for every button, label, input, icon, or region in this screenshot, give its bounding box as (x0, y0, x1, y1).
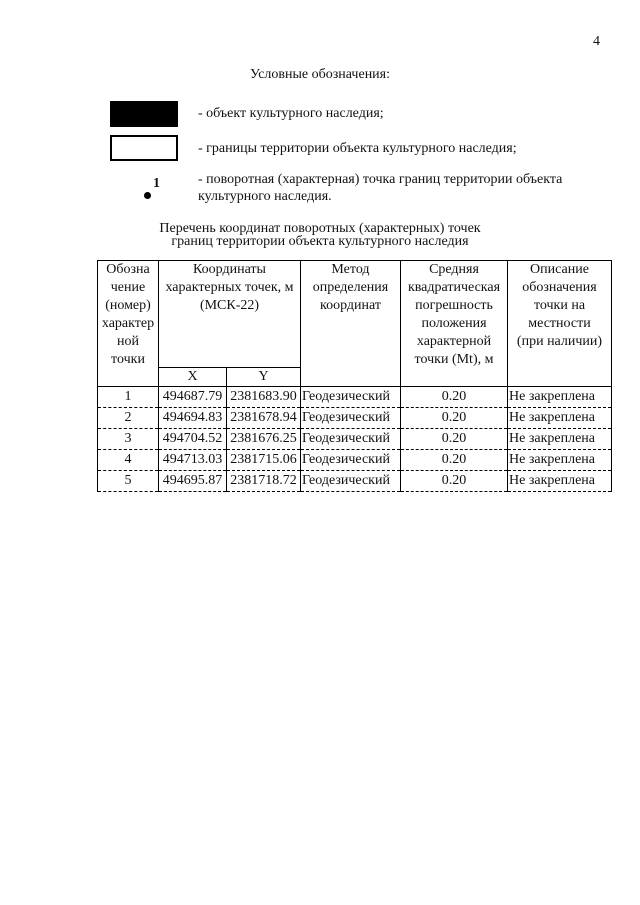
page-number: 4 (593, 34, 600, 49)
header-line: чение (110, 280, 146, 295)
table-cell: 2381718.72 (227, 471, 301, 492)
table-cell: 494695.87 (159, 471, 227, 492)
header-line: характер (101, 316, 155, 331)
header-line: обозначения (522, 280, 597, 295)
coordinates-list-title (0, 222, 640, 248)
table-cell: 4 (98, 450, 159, 471)
table-row (98, 450, 612, 471)
table-cell: 0.20 (401, 429, 508, 450)
table-cell: 2381715.06 (227, 450, 301, 471)
header-line: координат (320, 298, 381, 313)
legend-text: - объект культурного наследия; (198, 106, 384, 121)
table-cell: 494713.03 (159, 450, 227, 471)
point-label: 1 (153, 176, 160, 191)
table-cell: 2381676.25 (227, 429, 301, 450)
list-title-line: Перечень координат поворотных (характерных) точек (159, 221, 481, 236)
coordinates-header (159, 261, 301, 368)
error-header (401, 261, 508, 387)
turning-point-symbol (110, 176, 178, 206)
table-cell: 5 (98, 471, 159, 492)
header-line: ной (117, 334, 139, 349)
table-row (98, 429, 612, 450)
point-dot-icon (144, 192, 151, 199)
legend-title: Условные обозначения: (249, 67, 391, 82)
legend-text-line: - поворотная (характерная) точка границ территории объекта (198, 172, 563, 187)
header-line: точки (Mt), м (414, 352, 494, 367)
table-cell: 0.20 (401, 387, 508, 408)
table-row (98, 471, 612, 492)
header-line: (МСК-22) (199, 298, 260, 313)
table-cell: Не закреплена (508, 429, 612, 450)
header-line: (при наличии) (516, 334, 603, 349)
header-line: характерных точек, м (165, 280, 294, 295)
table-cell: Геодезический (301, 450, 401, 471)
table-cell: 1 (98, 387, 159, 408)
table-cell: 494687.79 (159, 387, 227, 408)
table-cell: Не закреплена (508, 450, 612, 471)
heritage-object-symbol (110, 101, 178, 127)
table-cell: 494694.83 (159, 408, 227, 429)
header-line: квадратическая (407, 280, 501, 295)
description-header (508, 261, 612, 387)
table-row (98, 387, 612, 408)
header-line: (номер) (105, 298, 151, 313)
header-line: Координаты (193, 262, 266, 277)
table-cell: Геодезический (301, 429, 401, 450)
table-cell: 0.20 (401, 450, 508, 471)
legend-row-heritage-object (110, 101, 384, 127)
header-line: Метод (331, 262, 370, 277)
point-header (98, 261, 159, 387)
header-line: Описание (530, 262, 589, 277)
table-cell: 0.20 (401, 471, 508, 492)
table-cell: Геодезический (301, 408, 401, 429)
legend-row-turning-point (110, 172, 563, 206)
table-cell: 494704.52 (159, 429, 227, 450)
legend-text-line: культурного наследия. (198, 189, 332, 204)
legend-row-territory-border (110, 135, 517, 161)
coordinates-table (97, 260, 612, 492)
table-cell: Геодезический (301, 471, 401, 492)
method-header (301, 261, 401, 387)
y-header: Y (227, 368, 301, 387)
table-cell: 0.20 (401, 408, 508, 429)
header-line: точки (111, 352, 145, 367)
header-line: определения (312, 280, 389, 295)
header-line: точки на (533, 298, 586, 313)
header-line: местности (528, 316, 591, 331)
header-line: характерной (416, 334, 492, 349)
table-cell: Геодезический (301, 387, 401, 408)
table-row (98, 408, 612, 429)
header-line: Обозна (106, 262, 150, 277)
legend-text (198, 171, 562, 205)
table-cell: Не закреплена (508, 471, 612, 492)
table-cell: 2381683.90 (227, 387, 301, 408)
header-line: Средняя (429, 262, 479, 277)
table-cell: 3 (98, 429, 159, 450)
table-cell: 2 (98, 408, 159, 429)
table-cell: 2381678.94 (227, 408, 301, 429)
list-title-line: границ территории объекта культурного наследия (171, 234, 469, 249)
legend-text: - границы территории объекта культурного наследия; (198, 141, 517, 156)
table-cell: Не закреплена (508, 387, 612, 408)
territory-border-symbol (110, 135, 178, 161)
table-cell: Не закреплена (508, 408, 612, 429)
x-header: X (159, 368, 227, 387)
header-line: погрешность (415, 298, 493, 313)
header-line: положения (421, 316, 487, 331)
